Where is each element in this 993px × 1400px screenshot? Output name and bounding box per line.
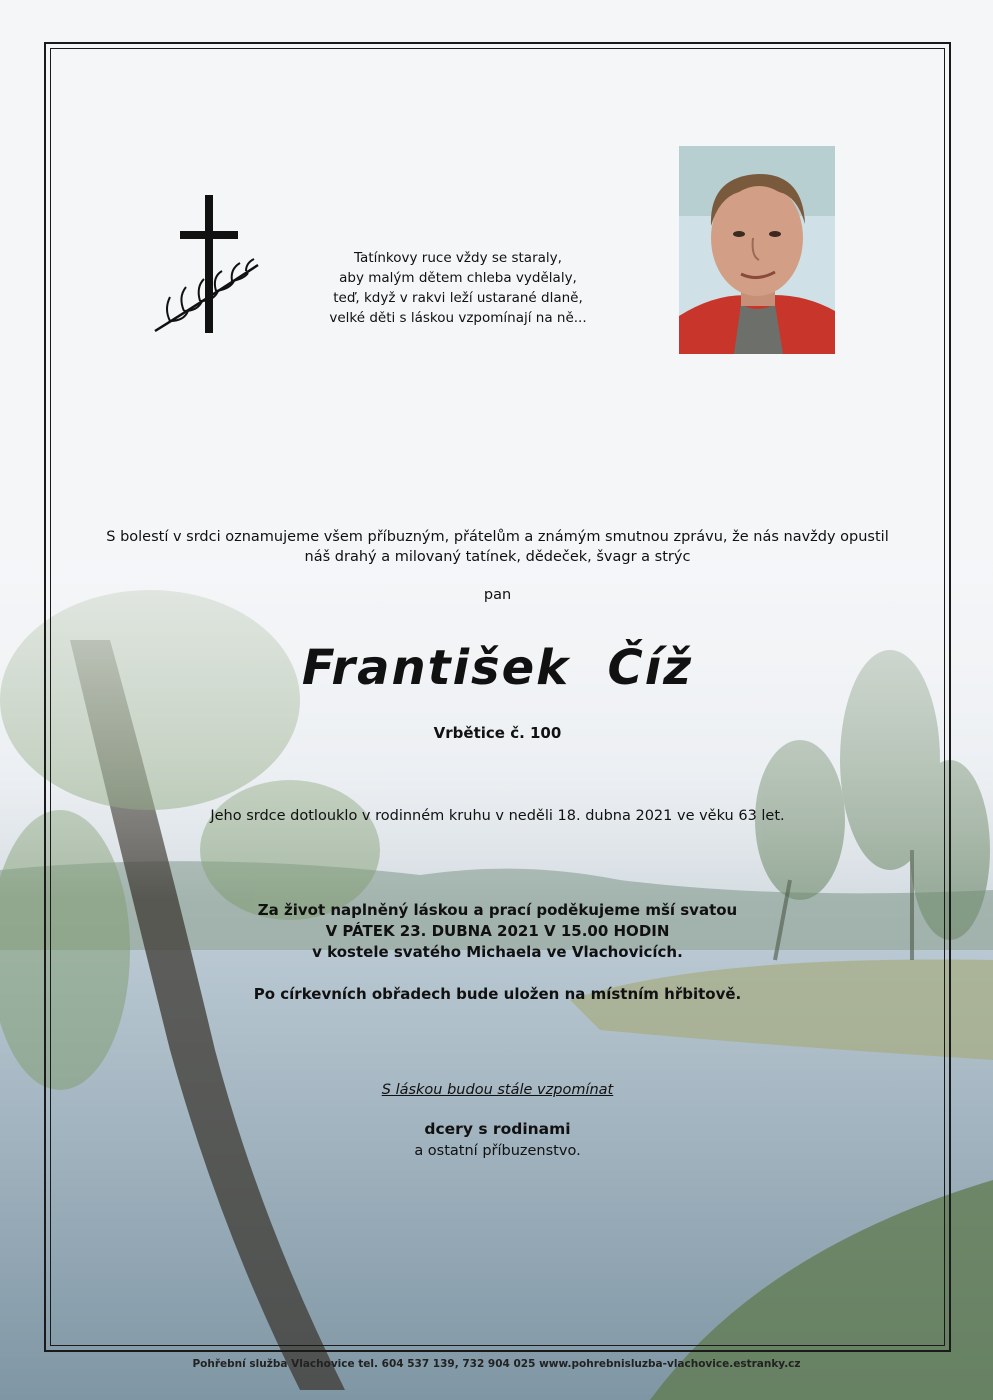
cross-with-palm-icon — [150, 193, 265, 338]
family-relatives: a ostatní příbuzenstvo. — [414, 1143, 581, 1159]
funeral-service-footer: Pohřební služba Vlachovice tel. 604 537 139, 732 904 025 www.pohrebnisluzba-vlachovice.estranky.cz — [192, 1358, 801, 1370]
funeral-date: V PÁTEK 23. DUBNA 2021 V 15.00 HODIN — [325, 922, 670, 940]
portrait-photo — [679, 146, 835, 354]
announcement-line: S bolestí v srdci oznamujeme všem příbuzným, přátelům a známým smutnou zprávu, že nás navždy opustil — [106, 529, 889, 545]
deceased-address: Vrbětice č. 100 — [433, 724, 562, 742]
death-announcement — [50, 527, 945, 567]
funeral-place: v kostele svatého Michaela ve Vlachovicích. — [312, 943, 683, 961]
burial-info: Po církevních obřadech bude uložen na místním hřbitově. — [253, 985, 742, 1003]
poem-line: velké děti s láskou vzpomínají na ně... — [329, 310, 587, 326]
death-notice: Jeho srdce dotlouklo v rodinném kruhu v neděli 18. dubna 2021 ve věku 63 let. — [210, 808, 785, 824]
poem — [318, 248, 598, 328]
poem-line: Tatínkovy ruce vždy se staraly, — [354, 250, 562, 266]
funeral-info — [50, 900, 945, 963]
family-daughters: dcery s rodinami — [424, 1120, 571, 1138]
poem-line: teď, když v rakvi leží ustarané dlaně, — [333, 290, 583, 306]
announcement-line: náš drahý a milovaný tatínek, dědeček, švagr a strýc — [304, 549, 691, 565]
title-word: pan — [483, 587, 512, 603]
deceased-name: František Číž — [301, 640, 694, 696]
funeral-line: Za život naplněný láskou a prací poděkujeme mší svatou — [257, 901, 738, 919]
remembrance-line: S láskou budou stále vzpomínat — [381, 1082, 614, 1098]
poem-line: aby malým dětem chleba vydělaly, — [339, 270, 577, 286]
